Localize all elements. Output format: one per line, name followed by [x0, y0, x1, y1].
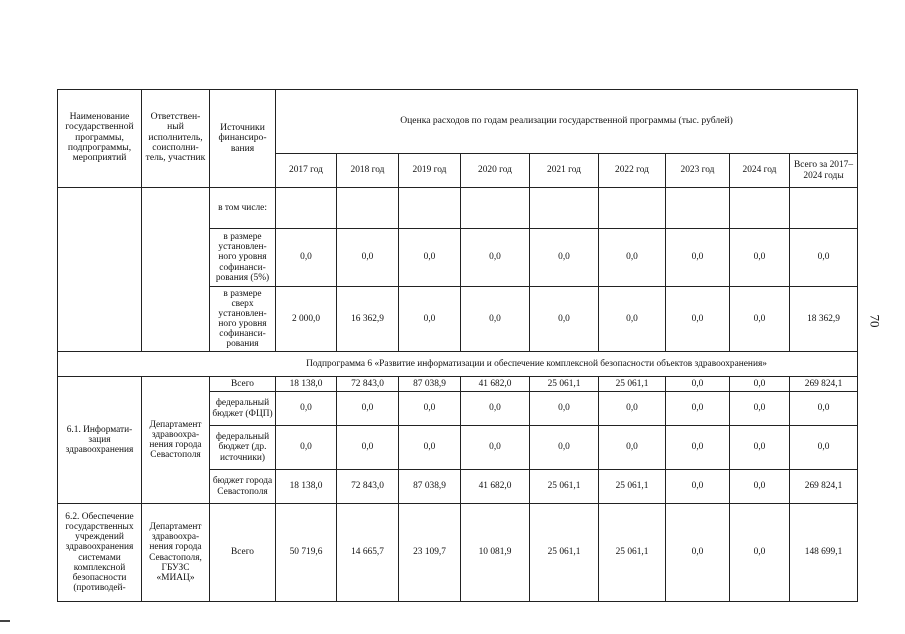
value-cell: 0,0 — [790, 229, 858, 287]
subprogram-title: Подпрограмма 6 «Развитие информатизации и обеспечение комплексной безопасности объектов здравоохранения» — [58, 352, 858, 377]
value-cell: 0,0 — [666, 377, 730, 392]
value-cell: 18 138,0 — [276, 377, 337, 392]
value-cell: 0,0 — [730, 470, 790, 504]
value-cell: 10 081,9 — [461, 504, 530, 602]
year-2024: 2024 год — [730, 154, 790, 188]
value-cell: 0,0 — [730, 377, 790, 392]
budget-table — [57, 89, 858, 602]
header-row — [58, 90, 858, 154]
value-cell: 18 138,0 — [276, 470, 337, 504]
source-cell: в размере сверх установлен-ного уровня софинанси-рования — [210, 287, 276, 352]
value-cell: 0,0 — [399, 287, 461, 352]
value-cell: 148 699,1 — [790, 504, 858, 602]
table-row — [58, 504, 858, 602]
value-cell: 0,0 — [730, 287, 790, 352]
header-responsible: Ответствен-ный исполнитель, соисполни-тель, участник — [142, 90, 210, 188]
value-cell: 0,0 — [337, 426, 399, 470]
value-cell: 0,0 — [730, 229, 790, 287]
year-2017: 2017 год — [276, 154, 337, 188]
value-cell: 0,0 — [790, 392, 858, 426]
value-cell: 0,0 — [666, 229, 730, 287]
year-2018: 2018 год — [337, 154, 399, 188]
header-estimate: Оценка расходов по годам реализации государственной программы (тыс. рублей) — [276, 90, 858, 154]
header-name: Наименование государственной программы, подпрограммы, мероприятий — [58, 90, 142, 188]
value-cell: 23 109,7 — [399, 504, 461, 602]
year-2022: 2022 год — [599, 154, 666, 188]
value-cell: 0,0 — [666, 426, 730, 470]
value-cell: 0,0 — [337, 392, 399, 426]
source-cell: в том числе: — [210, 188, 276, 229]
value-cell: 0,0 — [599, 426, 666, 470]
source-cell: федеральный бюджет (ФЦП) — [210, 392, 276, 426]
year-2023: 2023 год — [666, 154, 730, 188]
value-cell: 0,0 — [599, 229, 666, 287]
value-cell: 0,0 — [461, 426, 530, 470]
value-cell: 0,0 — [276, 229, 337, 287]
value-cell: 87 038,9 — [399, 377, 461, 392]
source-cell: федеральный бюджет (др. источники) — [210, 426, 276, 470]
value-cell: 87 038,9 — [399, 470, 461, 504]
value-cell: 0,0 — [276, 426, 337, 470]
value-cell: 25 061,1 — [599, 377, 666, 392]
table-row — [58, 377, 858, 392]
value-cell: 0,0 — [276, 392, 337, 426]
value-cell: 2 000,0 — [276, 287, 337, 352]
value-cell: 0,0 — [461, 287, 530, 352]
value-cell: 25 061,1 — [530, 377, 599, 392]
source-cell: Всего — [210, 504, 276, 602]
value-cell: 0,0 — [461, 229, 530, 287]
value-cell: 72 843,0 — [337, 470, 399, 504]
item-responsible: Департамент здравоохра-нения города Севастополя — [142, 377, 210, 504]
value-cell: 14 665,7 — [337, 504, 399, 602]
item-name: 6.1. Информати-зация здравоохранения — [58, 377, 142, 504]
item-name: 6.2. Обеспечение государственных учреждений здравоохранения системами комплексной безопасности (противодей- — [58, 504, 142, 602]
value-cell: 72 843,0 — [337, 377, 399, 392]
value-cell: 0,0 — [530, 392, 599, 426]
value-cell: 25 061,1 — [530, 504, 599, 602]
value-cell: 0,0 — [461, 392, 530, 426]
table-row — [58, 188, 858, 229]
value-cell: 0,0 — [530, 287, 599, 352]
value-cell: 0,0 — [666, 504, 730, 602]
value-cell: 0,0 — [530, 229, 599, 287]
value-cell: 0,0 — [530, 426, 599, 470]
value-cell: 41 682,0 — [461, 470, 530, 504]
value-cell: 0,0 — [790, 426, 858, 470]
value-cell: 0,0 — [730, 426, 790, 470]
value-cell: 25 061,1 — [599, 470, 666, 504]
value-cell: 0,0 — [666, 392, 730, 426]
value-cell: 0,0 — [399, 426, 461, 470]
value-cell: 0,0 — [730, 392, 790, 426]
empty-resp-cell — [142, 188, 210, 352]
value-cell: 0,0 — [730, 504, 790, 602]
value-cell: 0,0 — [666, 470, 730, 504]
item-responsible: Департамент здравоохра-нения города Севастополя, ГБУЗС «МИАЦ» — [142, 504, 210, 602]
subprogram-row — [58, 352, 858, 377]
year-2020: 2020 год — [461, 154, 530, 188]
source-cell: в размере установлен-ного уровня софинанси-рования (5%) — [210, 229, 276, 287]
source-cell: Всего — [210, 377, 276, 392]
year-2019: 2019 год — [399, 154, 461, 188]
value-cell: 0,0 — [399, 229, 461, 287]
value-cell: 0,0 — [337, 229, 399, 287]
value-cell: 16 362,9 — [337, 287, 399, 352]
value-cell: 0,0 — [399, 392, 461, 426]
value-cell: 269 824,1 — [790, 470, 858, 504]
empty-name-cell — [58, 188, 142, 352]
value-cell: 0,0 — [599, 392, 666, 426]
value-cell: 50 719,6 — [276, 504, 337, 602]
year-2021: 2021 год — [530, 154, 599, 188]
scan-edge-mark — [0, 620, 10, 622]
value-cell: 18 362,9 — [790, 287, 858, 352]
value-cell: 0,0 — [599, 287, 666, 352]
year-total: Всего за 2017–2024 годы — [790, 154, 858, 188]
header-source: Источники финансиро-вания — [210, 90, 276, 188]
value-cell: 0,0 — [666, 287, 730, 352]
value-cell: 41 682,0 — [461, 377, 530, 392]
value-cell: 25 061,1 — [599, 504, 666, 602]
page-number: 70 — [867, 314, 883, 328]
value-cell: 25 061,1 — [530, 470, 599, 504]
value-cell: 269 824,1 — [790, 377, 858, 392]
source-cell: бюджет города Севастополя — [210, 470, 276, 504]
